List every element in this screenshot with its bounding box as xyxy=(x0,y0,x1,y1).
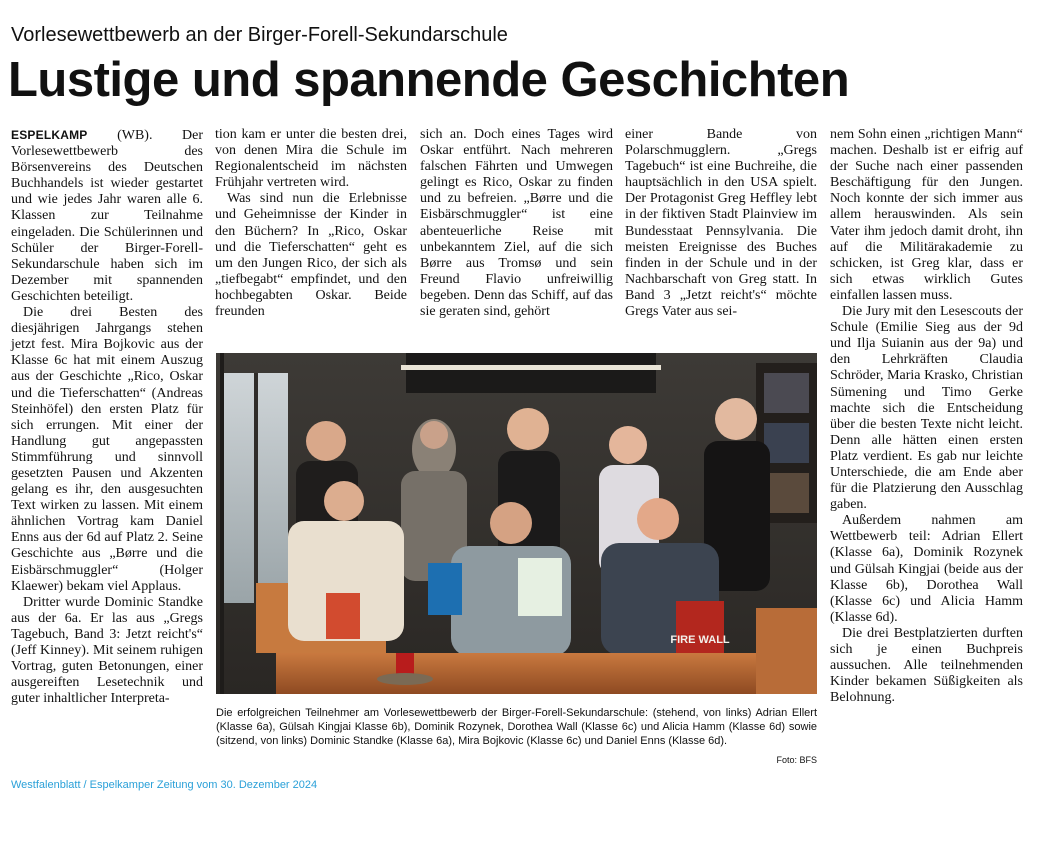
group-photo xyxy=(216,353,817,694)
dateline: ESPELKAMP xyxy=(11,128,88,142)
col5-para1: nem Sohn einen „richtigen Mann“ machen. Deshalb ist er eifrig auf der Suche nach einer passenden Beschäftigung für den Jungen. Noch konnte der sich immer aus allem herauswinden. Als sein Vater ihm jedoch damit droht, ihn auf die Militärakademie zu schicken, ist Greg klar, dass er sich etwas wirklich Gutes einfallen lassen muss. xyxy=(830,127,1023,303)
article-column-2 xyxy=(215,127,407,320)
photo-book-title: FIRE WALL xyxy=(670,634,730,646)
photo-credit: Foto: BFS xyxy=(776,755,817,765)
col3-para1: sich an. Doch eines Tages wird Oskar entführt. Nach mehreren falschen Fährten und Umwegen gelingt es Rico, Oskar zu finden und zu befreien. „Børre und die Eisbärschmuggler“ ist eine abenteuerliche Reise mit unbekanntem Ziel, auf die sich Børre aus Tromsø und sein Freund Flavio unfreiwillig begeben. Denn das Schiff, auf das sie geraten sind, gehört xyxy=(420,127,613,320)
col1-para2: Die drei Besten des diesjährigen Jahrgangs stehen jetzt fest. Mira Bojkovic aus der Klasse 6c hat mit einem Auszug aus der Geschichte „Rico, Oskar und die Tieferschatten“ (Andreas Steinhöfel) den ersten Platz für sich errungen. Mit einer der Handlung gut angepassten Stimmführung und sinnvoll gesetzten Pausen und Akzenten gelang es ihr, den ausgesuchten Text wirken zu lassen. Mit einem ähnlichen Vortrag kam Daniel Enns aus der 6d auf Platz 2. Seine Geschichte aus „Børre und die Eisbärschmuggler“ (Holger Klaewer) bekam viel Applaus. xyxy=(11,305,203,594)
source-line: Westfalenblatt / Espelkamper Zeitung vom 30. Dezember 2024 xyxy=(11,779,318,791)
col4-para1: einer Bande von Polarschmugglern. „Gregs Tagebuch“ ist eine Buchreihe, die hauptsächlich in den USA spielt. Der Protagonist Greg Heffley lebt in der fiktiven Stadt Plainview im Bundesstaat Pennsylvania. Die meisten Ereignisse des Buches finden in der Schule und in der Nachbarschaft von Greg statt. In Band 3 „Jetzt reicht's“ möchte Gregs Vater aus sei- xyxy=(625,127,817,320)
article-column-5 xyxy=(830,127,1023,706)
kicker: Vorlesewettbewerb an der Birger-Forell-Sekundarschule xyxy=(11,24,508,46)
col2-para1: tion kam er unter die besten drei, von denen Mira die Schule im Regionalentscheid im nächsten Frühjahr vertreten wird. xyxy=(215,127,407,191)
col1-para3: Dritter wurde Dominic Standke aus der 6a. Er las aus „Gregs Tagebuch, Band 3: Jetzt reicht's“ (Jeff Kinney). Mit seinem ruhigen Vortrag, guten Betonungen, einer ausgereiften Lesetechnik und guter inhaltlicher Interpreta- xyxy=(11,594,203,707)
col1-para1: (WB). Der Vorlesewettbewerb des Börsenvereins des Deutschen Buchhandels ist wieder gestartet und wie jedes Jahr waren alle 6. Klassen zur Teilnahme eingeladen. Die Schülerinnen und Schüler der Birger-Forell-Sekundarschule haben sich im Dezember mit spannenden Geschichten beteiligt. xyxy=(11,128,203,304)
col5-para4: Die drei Bestplatzierten durften sich je einen Buchpreis aussuchen. Alle teilnehmenden Kinder bekamen Süßigkeiten als Belohnung. xyxy=(830,625,1023,706)
article-column-4 xyxy=(625,127,817,320)
headline: Lustige und spannende Geschichten xyxy=(8,53,850,107)
col5-para2: Die Jury mit den Lesescouts der Schule (Emilie Sieg aus der 9d und Ilja Suianin aus der 9a) und den Lehrkräften Claudia Schröder, Maria Krasko, Christian Sümening und Timo Gerke machte sich die Entscheidung über die besten Texte nicht leicht. Denn alle hätten einen ersten Platz verdient. Es gab nur leichte Unterschiede, die am Ende aber für die Platzierung den Ausschlag gaben. xyxy=(830,304,1023,513)
article-column-3 xyxy=(420,127,613,320)
col5-para3: Außerdem nahmen am Wettbewerb teil: Adrian Ellert (Klasse 6a), Dominik Rozynek und Gülsah Kingjai (beide aus der Klasse 6b), Dorothea Wall (Klasse 6c) und Alicia Hamm (Klasse 6d). xyxy=(830,513,1023,625)
photo-caption: Die erfolgreichen Teilnehmer am Vorlesewettbewerb der Birger-Forell-Sekundarschule: (stehend, von links) Adrian Ellert (Klasse 6a), Gülsah Kingjai Klasse 6b), Dominik Rozynek, Dorothea Wall (Klasse 6c) und Alicia Hamm (Klasse 6d) sowie (sitzend, von links) Dominic Standke (Klasse 6a), Mira Bojkovic (Klasse 6c) und Daniel Enns (Klasse 6d). xyxy=(216,707,817,747)
col2-para2: Was sind nun die Erlebnisse und Geheimnisse der Kinder in den Büchern? In „Rico, Oskar und die Tieferschatten“ geht es um den Jungen Rico, der sich als „tiefbegabt“ empfindet, und den hochbegabten Oskar. Beide freunden xyxy=(215,191,407,320)
article-column-1 xyxy=(11,127,203,707)
